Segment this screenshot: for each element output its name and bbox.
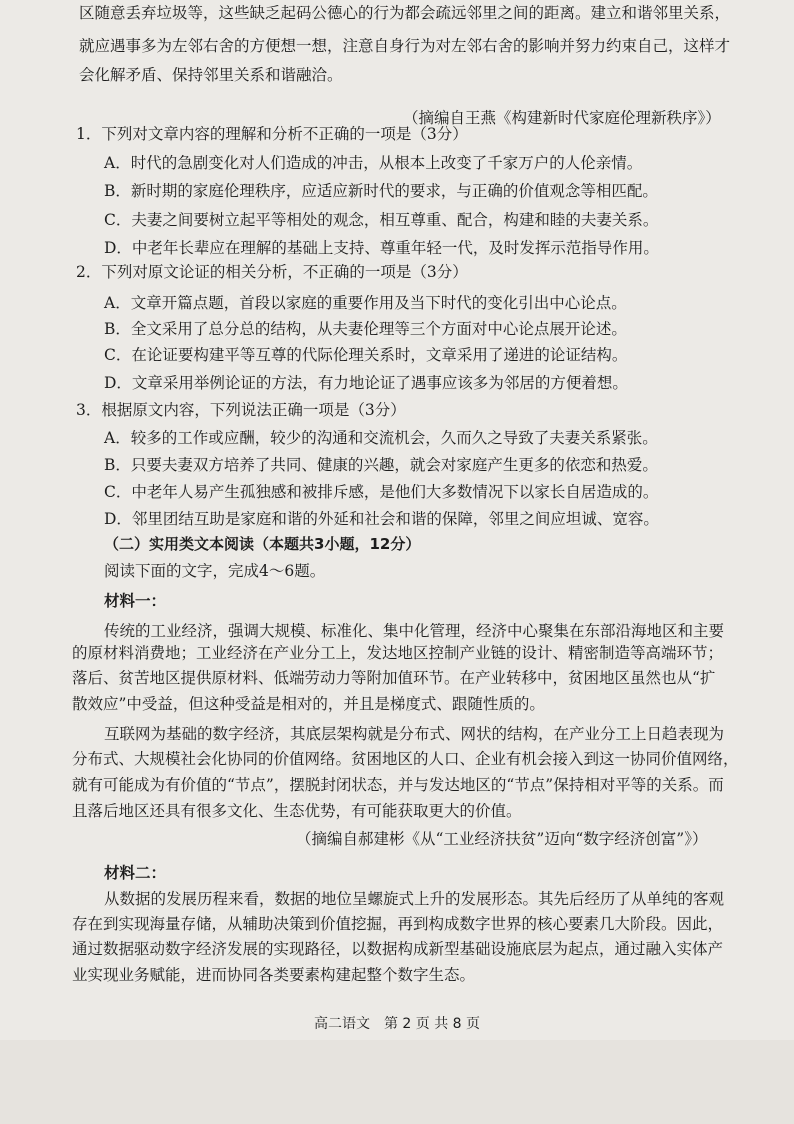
question-2-option-b: B．全文采用了总分总的结构，从夫妻伦理等三个方面对中心论点展开论述。 bbox=[104, 320, 627, 338]
material-2-p1-line-4: 业实现业务赋能，进而协同各类要素构建起整个数字生态。 bbox=[72, 966, 476, 984]
question-2-option-c: C．在论证要构建平等互尊的代际伦理关系时，文章采用了递进的论证结构。 bbox=[104, 346, 628, 364]
question-1-stem: 1．下列对文章内容的理解和分析不正确的一项是（3分） bbox=[76, 125, 468, 143]
material-2-p1-line-2: 存在到实现海量存储，从辅助决策到价值挖掘，再到构成数字世界的核心要素几大阶段。因此， bbox=[72, 915, 724, 933]
question-3-option-b: B．只要夫妻双方培养了共同、健康的兴趣，就会对家庭产生更多的依恋和热爱。 bbox=[104, 456, 658, 474]
source-citation-1: （摘编自王燕《构建新时代家庭伦理新秩序》） bbox=[403, 109, 721, 127]
material-1-p1-line-2: 的原材料消费地；工业经济在产业分工上，发达地区控制产业链的设计、精密制造等高端环节； bbox=[72, 644, 724, 662]
material-1-p2-line-2: 分布式、大规模社会化协同的价值网络。贫困地区的人口、企业有机会接入到这一协同价值网络， bbox=[72, 750, 739, 768]
material-1-p2-line-4: 且落后地区还具有很多文化、生态优势，有可能获取更大的价值。 bbox=[72, 802, 522, 820]
question-3-option-c: C．中老年人易产生孤独感和被排斥感，是他们大多数情况下以家长自居造成的。 bbox=[104, 483, 659, 501]
question-3-option-d: D．邻里团结互助是家庭和谐的外延和社会和谐的保障，邻里之间应坦诚、宽容。 bbox=[104, 510, 659, 528]
scan-margin bbox=[0, 1040, 794, 1124]
material-1-p2-line-3: 就有可能成为有价值的“节点”，摆脱封闭状态，并与发达地区的“节点”保持相对平等的关系。而 bbox=[72, 776, 724, 794]
question-1-option-d: D．中老年长辈应在理解的基础上支持、尊重年轻一代，及时发挥示范指导作用。 bbox=[104, 239, 659, 257]
source-citation-2: （摘编自郝建彬《从“工业经济扶贫”迈向“数字经济创富”》） bbox=[296, 830, 708, 848]
material-1-p1-line-1: 传统的工业经济，强调大规模、标准化、集中化管理，经济中心聚集在东部沿海地区和主要 bbox=[104, 622, 725, 640]
section-2-title: （二）实用类文本阅读（本题共3小题，12分） bbox=[104, 535, 421, 553]
page-footer: 高二语文 第 2 页 共 8 页 bbox=[313, 1016, 481, 1032]
material-1-p1-line-4: 散效应”中受益，但这种受益是相对的，并且是梯度式、跟随性质的。 bbox=[72, 695, 545, 713]
material-2-p1-line-1: 从数据的发展历程来看，数据的地位呈螺旋式上升的发展形态。其先后经历了从单纯的客观 bbox=[104, 890, 725, 908]
question-3-option-a: A．较多的工作或应酬，较少的沟通和交流机会，久而久之导致了夫妻关系紧张。 bbox=[104, 429, 658, 447]
intro-line-1: 区随意丢弃垃圾等，这些缺乏起码公德心的行为都会疏远邻里之间的距离。建立和谐邻里关系， bbox=[79, 4, 731, 22]
intro-line-3: 会化解矛盾、保持邻里关系和谐融洽。 bbox=[79, 66, 343, 84]
question-2-option-a: A．文章开篇点题，首段以家庭的重要作用及当下时代的变化引出中心论点。 bbox=[104, 294, 627, 312]
question-1-option-a: A．时代的急剧变化对人们造成的冲击，从根本上改变了千家万户的人伦亲情。 bbox=[104, 154, 643, 172]
intro-line-2: 就应遇事多为左邻右舍的方便想一想，注意自身行为对左邻右舍的影响并努力约束自己，这样才 bbox=[79, 37, 731, 55]
question-2-option-d: D．文章采用举例论证的方法，有力地论证了遇事应该多为邻居的方便着想。 bbox=[104, 374, 628, 392]
question-1-option-b: B．新时期的家庭伦理秩序，应适应新时代的要求，与正确的价值观念等相匹配。 bbox=[104, 182, 658, 200]
question-2-stem: 2．下列对原文论证的相关分析，不正确的一项是（3分） bbox=[76, 263, 468, 281]
question-3-stem: 3．根据原文内容，下列说法正确一项是（3分） bbox=[76, 401, 406, 419]
section-2-instruction: 阅读下面的文字，完成4～6题。 bbox=[104, 562, 326, 580]
question-1-option-c: C．夫妻之间要树立起平等相处的观念，相互尊重、配合，构建和睦的夫妻关系。 bbox=[104, 211, 659, 229]
material-2-p1-line-3: 通过数据驱动数字经济发展的实现路径，以数据构成新型基础设施底层为起点，通过融入实体产 bbox=[72, 940, 724, 958]
material-1-p1-line-3: 落后、贫苦地区提供原材料、低端劳动力等附加值环节。在产业转移中，贫困地区虽然也从“扩 bbox=[72, 669, 716, 687]
material-2-label: 材料二： bbox=[104, 863, 167, 882]
material-1-label: 材料一： bbox=[104, 591, 167, 610]
material-1-p2-line-1: 互联网为基础的数字经济，其底层架构就是分布式、网状的结构，在产业分工上日趋表现为 bbox=[104, 725, 725, 743]
